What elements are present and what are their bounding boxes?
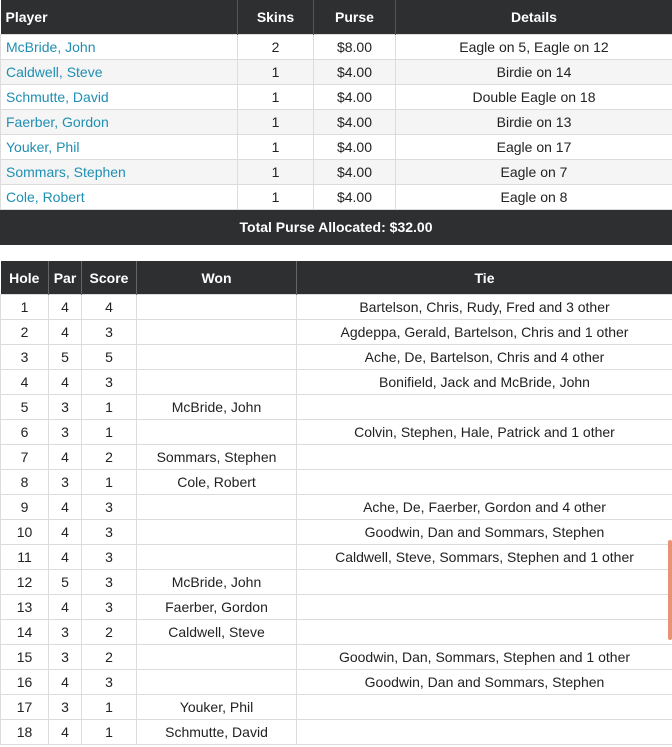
tie-cell — [297, 395, 672, 420]
holes-table-row — [1, 595, 672, 620]
tie-cell: Ache, De, Faerber, Gordon and 4 other — [297, 495, 672, 520]
total-purse-bar: Total Purse Allocated: $32.00 — [0, 210, 672, 245]
holes-table-row — [1, 445, 672, 470]
purse-amount-cell: $4.00 — [314, 185, 396, 210]
hole-number-cell: 8 — [1, 470, 49, 495]
tie-column-header[interactable]: Tie — [297, 261, 672, 295]
holes-table-row — [1, 720, 672, 745]
hole-number-cell: 9 — [1, 495, 49, 520]
skins-header-row — [1, 0, 672, 35]
holes-table-row — [1, 570, 672, 595]
won-cell — [137, 645, 297, 670]
score-cell: 3 — [82, 320, 137, 345]
purse-amount-cell: $4.00 — [314, 135, 396, 160]
score-cell: 3 — [82, 520, 137, 545]
tie-cell: Goodwin, Dan and Sommars, Stephen — [297, 670, 672, 695]
details-cell: Birdie on 14 — [396, 60, 672, 85]
score-cell: 3 — [82, 570, 137, 595]
won-cell — [137, 545, 297, 570]
details-cell: Eagle on 5, Eagle on 12 — [396, 35, 672, 60]
purse-column-header[interactable]: Purse — [314, 0, 396, 35]
par-cell: 4 — [49, 495, 82, 520]
hole-number-cell: 10 — [1, 520, 49, 545]
won-cell — [137, 495, 297, 520]
holes-table-row — [1, 495, 672, 520]
hole-number-cell: 18 — [1, 720, 49, 745]
tie-cell: Goodwin, Dan, Sommars, Stephen and 1 other — [297, 645, 672, 670]
details-cell: Eagle on 17 — [396, 135, 672, 160]
skins-table-row — [1, 185, 672, 210]
par-cell: 4 — [49, 720, 82, 745]
won-cell: McBride, John — [137, 395, 297, 420]
tie-cell — [297, 720, 672, 745]
par-cell: 4 — [49, 320, 82, 345]
won-column-header[interactable]: Won — [137, 261, 297, 295]
tie-cell — [297, 620, 672, 645]
tie-cell — [297, 695, 672, 720]
skins-count-cell: 1 — [238, 160, 314, 185]
holes-table-row — [1, 645, 672, 670]
player-name-link[interactable]: Caldwell, Steve — [1, 60, 238, 85]
par-cell: 5 — [49, 570, 82, 595]
won-cell — [137, 295, 297, 320]
skins-table-row — [1, 85, 672, 110]
won-cell: Sommars, Stephen — [137, 445, 297, 470]
skins-count-cell: 1 — [238, 85, 314, 110]
skins-table-row — [1, 135, 672, 160]
holes-table-row — [1, 295, 672, 320]
won-cell — [137, 520, 297, 545]
score-cell: 2 — [82, 645, 137, 670]
holes-table-row — [1, 695, 672, 720]
won-cell — [137, 420, 297, 445]
par-cell: 4 — [49, 595, 82, 620]
holes-table-row — [1, 620, 672, 645]
won-cell: McBride, John — [137, 570, 297, 595]
score-cell: 1 — [82, 420, 137, 445]
score-cell: 4 — [82, 295, 137, 320]
skins-count-cell: 1 — [238, 185, 314, 210]
par-cell: 4 — [49, 670, 82, 695]
holes-table-row — [1, 520, 672, 545]
skins-count-cell: 2 — [238, 35, 314, 60]
score-cell: 1 — [82, 720, 137, 745]
tie-cell — [297, 570, 672, 595]
hole-number-cell: 13 — [1, 595, 49, 620]
purse-amount-cell: $4.00 — [314, 110, 396, 135]
par-cell: 4 — [49, 520, 82, 545]
details-column-header[interactable]: Details — [396, 0, 672, 35]
holes-table-row — [1, 670, 672, 695]
hole-number-cell: 6 — [1, 420, 49, 445]
par-cell: 3 — [49, 695, 82, 720]
holes-table-row — [1, 345, 672, 370]
won-cell: Youker, Phil — [137, 695, 297, 720]
skins-table-row — [1, 35, 672, 60]
score-cell: 3 — [82, 495, 137, 520]
hole-number-cell: 5 — [1, 395, 49, 420]
score-cell: 3 — [82, 545, 137, 570]
tie-cell: Colvin, Stephen, Hale, Patrick and 1 other — [297, 420, 672, 445]
won-cell: Schmutte, David — [137, 720, 297, 745]
par-cell: 3 — [49, 645, 82, 670]
tie-cell: Goodwin, Dan and Sommars, Stephen — [297, 520, 672, 545]
hole-number-cell: 1 — [1, 295, 49, 320]
par-cell: 3 — [49, 620, 82, 645]
holes-table-row — [1, 545, 672, 570]
player-name-link[interactable]: Youker, Phil — [1, 135, 238, 160]
won-cell — [137, 370, 297, 395]
purse-amount-cell: $4.00 — [314, 85, 396, 110]
skins-table-row — [1, 60, 672, 85]
tie-cell: Bonifield, Jack and McBride, John — [297, 370, 672, 395]
skins-column-header[interactable]: Skins — [238, 0, 314, 35]
hole-number-cell: 17 — [1, 695, 49, 720]
player-name-link[interactable]: McBride, John — [1, 35, 238, 60]
par-cell: 3 — [49, 395, 82, 420]
tie-cell: Caldwell, Steve, Sommars, Stephen and 1 other — [297, 545, 672, 570]
score-cell: 1 — [82, 395, 137, 420]
tie-cell — [297, 595, 672, 620]
scrollbar-thumb[interactable] — [668, 540, 672, 640]
details-cell: Eagle on 8 — [396, 185, 672, 210]
hole-number-cell: 4 — [1, 370, 49, 395]
par-cell: 4 — [49, 545, 82, 570]
player-name-link[interactable]: Schmutte, David — [1, 85, 238, 110]
hole-number-cell: 12 — [1, 570, 49, 595]
purse-amount-cell: $4.00 — [314, 60, 396, 85]
holes-table-row — [1, 470, 672, 495]
player-name-link[interactable]: Cole, Robert — [1, 185, 238, 210]
score-cell: 3 — [82, 595, 137, 620]
skins-table-row — [1, 110, 672, 135]
holes-header-row — [1, 261, 672, 295]
won-cell — [137, 670, 297, 695]
par-cell: 3 — [49, 420, 82, 445]
player-column-header[interactable]: Player — [1, 0, 238, 35]
skins-count-cell: 1 — [238, 135, 314, 160]
skins-summary-table — [0, 0, 672, 210]
tie-cell — [297, 470, 672, 495]
won-cell — [137, 320, 297, 345]
details-cell: Double Eagle on 18 — [396, 85, 672, 110]
score-cell: 1 — [82, 695, 137, 720]
hole-number-cell: 3 — [1, 345, 49, 370]
hole-number-cell: 14 — [1, 620, 49, 645]
holes-table-row — [1, 420, 672, 445]
holes-table-row — [1, 320, 672, 345]
par-column-header[interactable]: Par — [49, 261, 82, 295]
tie-cell — [297, 445, 672, 470]
score-cell: 2 — [82, 620, 137, 645]
holes-table-row — [1, 395, 672, 420]
hole-number-cell: 7 — [1, 445, 49, 470]
hole-number-cell: 16 — [1, 670, 49, 695]
won-cell: Caldwell, Steve — [137, 620, 297, 645]
won-cell: Faerber, Gordon — [137, 595, 297, 620]
tie-cell: Ache, De, Bartelson, Chris and 4 other — [297, 345, 672, 370]
par-cell: 3 — [49, 470, 82, 495]
score-cell: 2 — [82, 445, 137, 470]
skins-count-cell: 1 — [238, 60, 314, 85]
score-cell: 3 — [82, 670, 137, 695]
tie-cell: Agdeppa, Gerald, Bartelson, Chris and 1 other — [297, 320, 672, 345]
par-cell: 4 — [49, 370, 82, 395]
won-cell: Cole, Robert — [137, 470, 297, 495]
player-name-link[interactable]: Faerber, Gordon — [1, 110, 238, 135]
tie-cell: Bartelson, Chris, Rudy, Fred and 3 other — [297, 295, 672, 320]
player-name-link[interactable]: Sommars, Stephen — [1, 160, 238, 185]
par-cell: 4 — [49, 445, 82, 470]
hole-column-header[interactable]: Hole — [1, 261, 49, 295]
skins-table-row — [1, 160, 672, 185]
purse-amount-cell: $8.00 — [314, 35, 396, 60]
won-cell — [137, 345, 297, 370]
hole-number-cell: 11 — [1, 545, 49, 570]
hole-number-cell: 2 — [1, 320, 49, 345]
purse-amount-cell: $4.00 — [314, 160, 396, 185]
score-column-header[interactable]: Score — [82, 261, 137, 295]
hole-number-cell: 15 — [1, 645, 49, 670]
holes-table — [0, 261, 672, 745]
score-cell: 1 — [82, 470, 137, 495]
details-cell: Birdie on 13 — [396, 110, 672, 135]
par-cell: 5 — [49, 345, 82, 370]
score-cell: 3 — [82, 370, 137, 395]
holes-table-row — [1, 370, 672, 395]
par-cell: 4 — [49, 295, 82, 320]
skins-count-cell: 1 — [238, 110, 314, 135]
score-cell: 5 — [82, 345, 137, 370]
details-cell: Eagle on 7 — [396, 160, 672, 185]
